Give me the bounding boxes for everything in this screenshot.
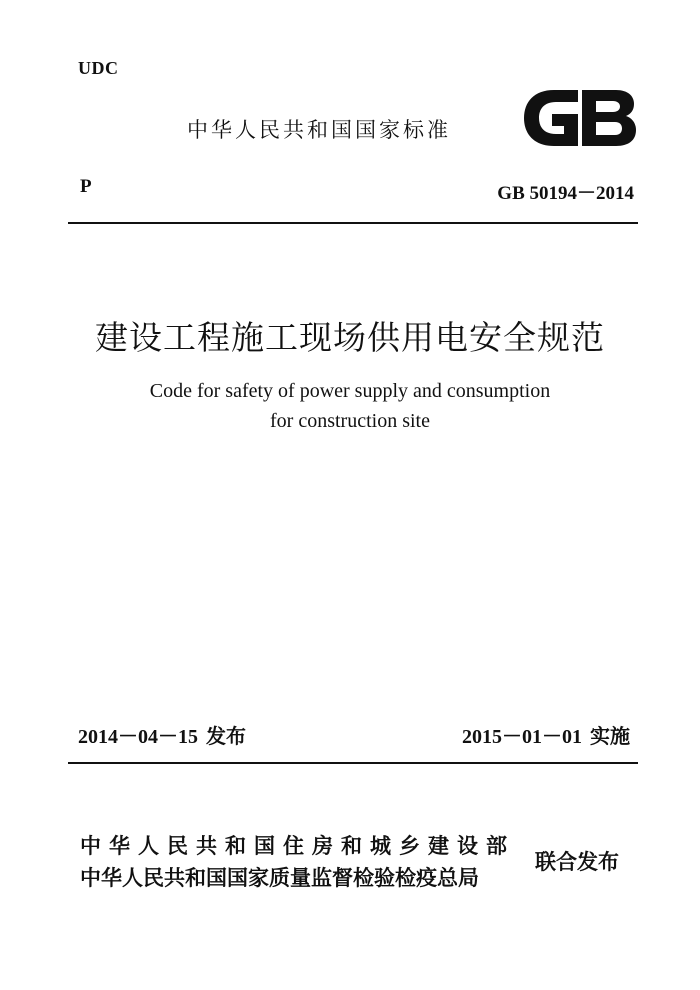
standard-number: GB 50194－2014 [497, 183, 634, 204]
issue-word: 发布 [206, 724, 246, 748]
top-divider [68, 222, 638, 224]
classification-code: P [80, 176, 92, 197]
issue-date-block [78, 720, 246, 749]
national-standard-label: 中华人民共和国国家标准 [187, 118, 451, 142]
udc-label: UDC [78, 58, 119, 78]
issuer-quality-administration: 中华人民共和国国家质量监督检验检疫总局 [80, 866, 479, 890]
title-english-line2: for construction site [270, 410, 430, 432]
implementation-date-block [462, 720, 630, 749]
bottom-divider [68, 762, 638, 764]
title-english [0, 376, 700, 436]
implementation-date: 2015－01－01 [462, 726, 582, 748]
gb-logo [520, 86, 640, 150]
issue-date: 2014－04－15 [78, 726, 198, 748]
title-chinese: 建设工程施工现场供用电安全规范 [95, 318, 605, 357]
implementation-word: 实施 [590, 724, 630, 748]
issuer-ministry-housing: 中华人民共和国住房和城乡建设部 [80, 834, 515, 858]
title-english-line1: Code for safety of power supply and consumption [149, 380, 551, 402]
joint-issue-label: 联合发布 [535, 850, 619, 874]
